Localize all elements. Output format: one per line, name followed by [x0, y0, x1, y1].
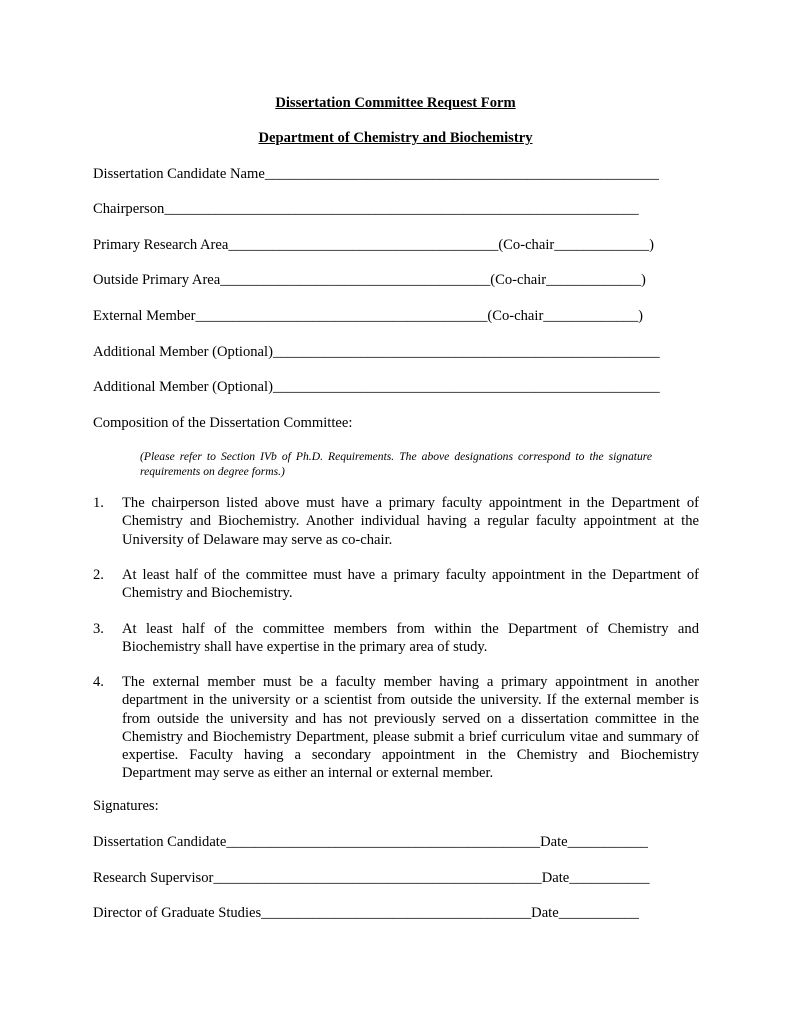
- requirement-item: [93, 494, 699, 549]
- requirement-item: [93, 566, 699, 603]
- chairperson-field[interactable]: Chairperson_________________________________________________________________: [93, 201, 639, 217]
- requirement-text: At least half of the committee members from within the Department of Chemistry and Biochemistry shall have expertise in the primary area of study.: [122, 621, 699, 656]
- department-title: Department of Chemistry and Biochemistry: [258, 130, 533, 146]
- additional-member-field-1[interactable]: Additional Member (Optional)_____________________________________________________: [93, 344, 660, 360]
- outside-primary-area-field[interactable]: Outside Primary Area_____________________________________(Co-chair_____________): [93, 272, 646, 288]
- composition-heading: Composition of the Dissertation Committee:: [93, 415, 353, 431]
- candidate-name-field[interactable]: Dissertation Candidate Name______________________________________________________: [93, 166, 659, 182]
- form-title: Dissertation Committee Request Form: [275, 95, 516, 111]
- candidate-signature-field[interactable]: Dissertation Candidate___________________________________________Date___________: [93, 834, 648, 850]
- primary-research-area-field[interactable]: Primary Research Area_____________________________________(Co-chair_____________): [93, 237, 654, 253]
- requirement-item: [93, 620, 699, 657]
- requirement-number: 1.: [93, 495, 104, 511]
- requirement-text: The chairperson listed above must have a primary faculty appointment in the Department of Chemistry and Biochemistry. Another individual having a regular faculty appointment at the University of Delaware may serve as co-chair.: [122, 495, 699, 548]
- requirement-text: The external member must be a faculty member having a primary appointment in another department in the university or a scientist from outside the university. If the external member is from outside the university and has not previously served on a dissertation committee in the Chemistry and Biochemistry Department, please submit a brief curriculum vitae and summary of expertise. Faculty having a secondary appointment in the Chemistry and Biochemistry Department may serve as either an internal or external member.: [122, 674, 699, 782]
- requirement-number: 2.: [93, 567, 104, 583]
- signatures-heading: Signatures:: [93, 798, 159, 814]
- requirement-item: [93, 673, 699, 783]
- requirement-text: At least half of the committee must have a primary faculty appointment in the Department of Chemistry and Biochemistry.: [122, 567, 699, 602]
- external-member-field[interactable]: External Member________________________________________(Co-chair_____________): [93, 308, 644, 324]
- requirement-number: 4.: [93, 674, 104, 690]
- additional-member-field-2[interactable]: Additional Member (Optional)_____________________________________________________: [93, 379, 660, 395]
- composition-note: (Please refer to Section IVb of Ph.D. Requirements. The above designations correspond to the signature requirements on degree forms.): [140, 450, 652, 478]
- requirement-number: 3.: [93, 621, 104, 637]
- supervisor-signature-field[interactable]: Research Supervisor_____________________________________________Date___________: [93, 870, 650, 886]
- director-signature-field[interactable]: Director of Graduate Studies_____________________________________Date___________: [93, 905, 639, 921]
